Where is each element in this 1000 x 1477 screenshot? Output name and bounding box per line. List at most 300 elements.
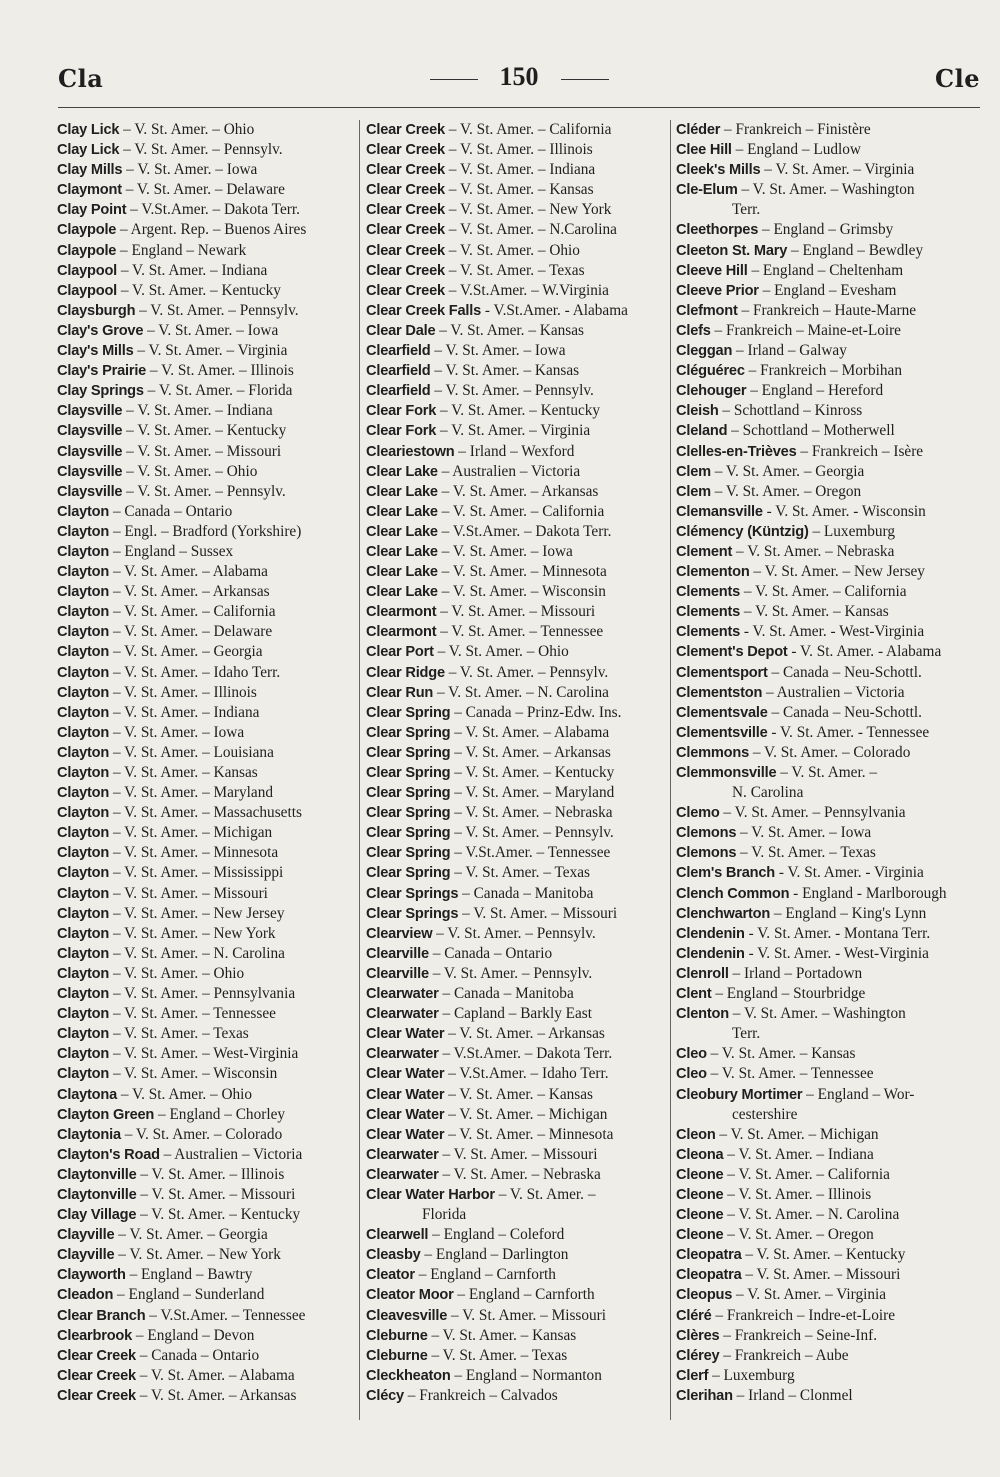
place-name: Claypool xyxy=(57,282,118,299)
gazetteer-entry xyxy=(676,421,980,441)
place-location: – Frankreich – Morbihan xyxy=(744,362,902,380)
place-location: - V. St. Amer. - West-Virginia xyxy=(740,623,925,641)
place-location: – V.St.Amer. – Idaho Terr. xyxy=(444,1065,609,1083)
place-name: Clear Spring xyxy=(366,785,451,802)
place-location: – England – Bawtry xyxy=(125,1266,253,1284)
page-header xyxy=(58,58,980,98)
place-location: - England - Marlborough xyxy=(789,884,947,902)
place-location: – V. St. Amer. – New York xyxy=(109,924,276,942)
gazetteer-entry xyxy=(57,261,353,281)
place-location: – V. St. Amer. – Pennsylv. xyxy=(135,301,299,319)
gazetteer-entry xyxy=(676,823,980,843)
place-name: Cleo xyxy=(676,1066,707,1083)
place-name: Clear Lake xyxy=(366,503,438,520)
gazetteer-entry xyxy=(57,140,353,160)
gazetteer-entry xyxy=(57,482,353,502)
place-location: – Australien – Victoria xyxy=(437,462,581,480)
place-location-continued: Terr. xyxy=(732,1025,761,1043)
place-name: Cleone xyxy=(676,1207,724,1224)
place-location: – England – Newark xyxy=(116,241,247,259)
header-rule-right xyxy=(561,79,609,80)
place-location: – V. St. Amer. – Colorado xyxy=(749,743,911,761)
place-name: Clayton xyxy=(57,744,110,761)
gazetteer-entry xyxy=(366,683,666,703)
gazetteer-entry xyxy=(57,1285,353,1305)
gazetteer-entry xyxy=(366,120,666,140)
place-location: – England – Cheltenham xyxy=(747,261,904,279)
place-location: – V. St. Amer. – Maryland xyxy=(109,784,274,802)
place-name: Clear Run xyxy=(366,684,434,701)
place-name: Clear Creek xyxy=(366,162,445,179)
place-location: – V. St. Amer. – Indiana xyxy=(122,402,273,420)
place-location: – V. St. Amer. – Kentucky xyxy=(117,281,281,299)
place-name: Clear Spring xyxy=(366,744,451,761)
place-name: Clear Lake xyxy=(366,483,438,500)
gazetteer-entry xyxy=(57,301,353,321)
gazetteer-entry xyxy=(676,281,980,301)
place-location: – V. St. Amer. – California xyxy=(723,1165,890,1183)
place-name: Clear Creek xyxy=(366,282,445,299)
place-location: – V. St. Amer. – Minnesota xyxy=(444,1125,614,1143)
place-name: Clear Water xyxy=(366,1026,445,1043)
gazetteer-entry xyxy=(676,723,980,743)
page-number-block xyxy=(58,62,980,92)
gazetteer-entry xyxy=(366,562,666,582)
place-location: – V.St.Amer. – Dakota Terr. xyxy=(126,201,300,219)
place-location: – Irland – Clonmel xyxy=(732,1386,853,1404)
place-location: – V. St. Amer. – Illinois xyxy=(136,1165,285,1183)
gazetteer-entry xyxy=(366,743,666,763)
place-name: Claypole xyxy=(57,242,117,259)
place-name: Cleopus xyxy=(676,1287,733,1304)
place-location: – Frankreich – Calvados xyxy=(403,1386,558,1404)
gazetteer-entry xyxy=(366,723,666,743)
gazetteer-entry xyxy=(366,261,666,281)
place-name: Cleland xyxy=(676,423,728,440)
place-name: Clehouger xyxy=(676,383,747,400)
place-name: Clear Creek xyxy=(366,222,445,239)
place-location: – V. St. Amer. – Pennsylv. xyxy=(122,482,286,500)
gazetteer-entry xyxy=(366,421,666,441)
gazetteer-entry xyxy=(57,803,353,823)
place-name: Cleeton St. Mary xyxy=(676,242,788,259)
gazetteer-entry xyxy=(57,884,353,904)
place-location: – V.St.Amer. – W.Virginia xyxy=(444,281,609,299)
place-location: – V. St. Amer. – Kentucky xyxy=(436,402,601,420)
place-name: Clay's Prairie xyxy=(57,363,147,380)
place-name: Cleator Moor xyxy=(366,1287,454,1304)
gazetteer-entry xyxy=(366,783,666,803)
place-location: – Australien – Victoria xyxy=(159,1145,303,1163)
gazetteer-entry xyxy=(676,1326,980,1346)
place-location: – Canada – Ontario xyxy=(428,944,553,962)
place-location: – Canada – Manitoba xyxy=(438,985,574,1003)
gazetteer-entry xyxy=(366,140,666,160)
place-name: Clearwater xyxy=(366,1006,439,1023)
place-location: – V. St. Amer. – Texas xyxy=(444,261,585,279)
gazetteer-entry xyxy=(366,1245,666,1265)
place-location: – V. St. Amer. – xyxy=(494,1185,596,1203)
place-location-continued: cestershire xyxy=(732,1105,798,1123)
gazetteer-entry xyxy=(366,1386,666,1406)
place-name: Clear Lake xyxy=(366,584,438,601)
gazetteer-entry xyxy=(366,1165,666,1185)
place-location: – V. St. Amer. – Missouri xyxy=(122,442,282,460)
place-location: – V. St. Amer. – Ohio xyxy=(444,241,580,259)
place-location: – England – Wor- xyxy=(802,1085,915,1103)
gazetteer-entry xyxy=(57,1044,353,1064)
place-name: Clay Point xyxy=(57,202,127,219)
place-location: – V. St. Amer. – Arkansas xyxy=(450,743,611,761)
gazetteer-entry xyxy=(366,442,666,462)
gazetteer-entry xyxy=(676,120,980,140)
gazetteer-entry xyxy=(676,1085,980,1125)
gazetteer-entry xyxy=(366,381,666,401)
gazetteer-entry xyxy=(676,1145,980,1165)
place-name: Cleavesville xyxy=(366,1307,448,1324)
gazetteer-entry xyxy=(57,401,353,421)
place-location: – V. St. Amer. – Pennsylv. xyxy=(428,964,593,982)
gazetteer-entry xyxy=(57,381,353,401)
place-location: – V.St.Amer. – Tennessee xyxy=(145,1306,306,1324)
column-2 xyxy=(366,120,666,1420)
place-name: Claypole xyxy=(57,222,117,239)
place-name: Clear Branch xyxy=(57,1307,146,1324)
place-location: – V. St. Amer. – N. Carolina xyxy=(433,683,609,701)
place-location: – V. St. Amer. – Delaware xyxy=(109,623,273,641)
gazetteer-entry xyxy=(57,160,353,180)
place-location: – V. St. Amer. – Illinois xyxy=(146,362,294,380)
gazetteer-entry xyxy=(57,341,353,361)
gazetteer-entry xyxy=(676,743,980,763)
gazetteer-entry xyxy=(57,984,353,1004)
place-name: Clayton xyxy=(57,584,110,601)
place-location: – V. St. Amer. – Illinois xyxy=(444,141,593,159)
gazetteer-entry xyxy=(366,843,666,863)
gazetteer-entry xyxy=(366,1004,666,1024)
place-name: Clay's Mills xyxy=(57,343,134,360)
place-name: Clayton xyxy=(57,564,110,581)
gazetteer-entry xyxy=(57,1145,353,1165)
gazetteer-columns xyxy=(57,120,980,1420)
place-location: – V. St. Amer. – Ohio xyxy=(122,462,258,480)
place-location: – V. St. Amer. – Pennsylv. xyxy=(119,141,283,159)
place-location: – V. St. Amer. – Pennsylv. xyxy=(432,924,596,942)
page-number: 150 xyxy=(499,62,539,91)
place-name: Claysville xyxy=(57,403,123,420)
gazetteer-entry xyxy=(366,1346,666,1366)
gazetteer-entry xyxy=(366,944,666,964)
place-name: Clear Spring xyxy=(366,865,451,882)
gazetteer-entry xyxy=(57,200,353,220)
place-name: Clear Lake xyxy=(366,564,438,581)
place-name: Cleasby xyxy=(366,1247,421,1264)
place-name: Clendenin xyxy=(676,925,745,942)
place-name: Clear Ridge xyxy=(366,664,445,681)
gazetteer-entry xyxy=(676,462,980,482)
gazetteer-entry xyxy=(676,160,980,180)
place-name: Clayton xyxy=(57,1026,110,1043)
place-name: Cleckheaton xyxy=(366,1367,451,1384)
place-name: Clear Creek xyxy=(366,122,445,138)
place-name: Clay's Grove xyxy=(57,322,144,339)
gazetteer-entry xyxy=(676,1265,980,1285)
gazetteer-entry xyxy=(366,401,666,421)
place-location: – V. St. Amer. – New Jersey xyxy=(109,904,285,922)
place-location: – England – Coleford xyxy=(428,1226,565,1244)
gazetteer-entry xyxy=(57,321,353,341)
gazetteer-entry xyxy=(676,703,980,723)
gazetteer-entry xyxy=(676,180,980,220)
place-name: Clear Spring xyxy=(366,845,451,862)
place-location: – V. St. Amer. – Iowa xyxy=(109,723,245,741)
gazetteer-entry xyxy=(57,241,353,261)
gazetteer-entry xyxy=(57,1306,353,1326)
gazetteer-entry xyxy=(366,1105,666,1125)
place-name: Clearwell xyxy=(366,1227,429,1244)
place-name: Clayton xyxy=(57,684,110,701)
place-location: – V. St. Amer. – Missouri xyxy=(458,904,618,922)
place-location: – V. St. Amer. – Michigan xyxy=(109,824,273,842)
place-location: – V. St. Amer. – Illinois xyxy=(109,683,257,701)
place-name: Clem xyxy=(676,483,711,500)
gazetteer-entry xyxy=(366,703,666,723)
gazetteer-entry xyxy=(676,1366,980,1386)
place-name: Clemmons xyxy=(676,744,750,761)
place-location: – Irland – Portadown xyxy=(728,964,863,982)
place-location: – England – Sunderland xyxy=(113,1286,265,1304)
place-name: Clear Creek xyxy=(366,202,445,219)
place-location: – Frankreich – Aube xyxy=(719,1346,849,1364)
place-location: – V. St. Amer. – Georgia xyxy=(109,643,263,661)
place-location: – V. St. Amer. – Mississippi xyxy=(109,864,284,882)
gazetteer-entry xyxy=(366,502,666,522)
place-location: – V. St. Amer. – Michigan xyxy=(444,1105,608,1123)
place-location: – V. St. Amer. – Louisiana xyxy=(109,743,274,761)
place-location: – Frankreich – Isère xyxy=(796,442,924,460)
gazetteer-entry xyxy=(57,904,353,924)
place-location: – V. St. Amer. – Alabama xyxy=(450,723,610,741)
gazetteer-entry xyxy=(366,763,666,783)
gazetteer-entry xyxy=(676,1165,980,1185)
place-name: Clearfield xyxy=(366,343,431,360)
place-location: – V. St. Amer. – Kentucky xyxy=(450,764,615,781)
place-location: – Frankreich – Seine-Inf. xyxy=(719,1326,878,1344)
place-location: – V. St. Amer. – Iowa xyxy=(437,542,573,560)
place-location: - V. St. Amer. - Virginia xyxy=(775,864,924,882)
place-location: – V. St. Amer. – Ohio xyxy=(119,121,255,138)
gazetteer-entry xyxy=(676,241,980,261)
place-location: – V. St. Amer. – Arkansas xyxy=(437,482,599,500)
place-location: – England – Carnforth xyxy=(414,1266,556,1284)
place-name: Cleone xyxy=(676,1227,724,1244)
place-name: Clearville xyxy=(366,965,429,982)
place-name: Cléguérec xyxy=(676,363,745,380)
place-location: – V. St. Amer. – Ohio xyxy=(433,643,569,661)
place-name: Clear Spring xyxy=(366,765,451,781)
gazetteer-entry xyxy=(57,944,353,964)
place-location: – V. St. Amer. – Kansas xyxy=(109,764,258,781)
place-location-continued: Florida xyxy=(422,1206,467,1224)
place-name: Clemons xyxy=(676,845,737,862)
place-location: – Irland – Galway xyxy=(732,342,847,360)
place-location: – England – Ludlow xyxy=(731,141,861,159)
gazetteer-entry xyxy=(676,482,980,502)
gazetteer-entry xyxy=(676,1306,980,1326)
gazetteer-entry xyxy=(366,462,666,482)
place-name: Clear Spring xyxy=(366,724,451,741)
place-location: – V. St. Amer. – Tennessee xyxy=(109,1005,276,1023)
gazetteer-entry xyxy=(366,602,666,622)
place-name: Clear Fork xyxy=(366,423,437,440)
place-location: - V. St. Amer. - Montana Terr. xyxy=(744,924,931,942)
place-location: – V. St. Amer. – Michigan xyxy=(715,1125,879,1143)
gazetteer-entry xyxy=(57,1205,353,1225)
place-location: – V. St. Amer. – Virginia xyxy=(732,1286,887,1304)
place-location: – V. St. Amer. – Kansas xyxy=(740,603,889,621)
gazetteer-entry xyxy=(57,924,353,944)
gazetteer-entry xyxy=(676,964,980,984)
gazetteer-entry xyxy=(57,502,353,522)
place-name: Clayton xyxy=(57,1066,110,1083)
gazetteer-entry xyxy=(676,944,980,964)
gazetteer-entry xyxy=(57,663,353,683)
place-location: – Canada – Ontario xyxy=(135,1346,260,1364)
place-location: – Frankreich – Indre-et-Loire xyxy=(711,1306,895,1324)
gazetteer-entry xyxy=(57,723,353,743)
place-location: – V. St. Amer. – Kansas xyxy=(435,321,584,339)
place-name: Clay Village xyxy=(57,1207,137,1224)
gazetteer-entry xyxy=(676,803,980,823)
place-location: – V. St. Amer. – Kansas xyxy=(427,1326,577,1344)
place-name: Claysville xyxy=(57,423,123,440)
place-location: – V. St. Amer. – Maryland xyxy=(450,784,615,802)
gazetteer-entry xyxy=(676,502,980,522)
place-name: Clayton xyxy=(57,845,110,862)
place-name: Clearwater xyxy=(366,1046,439,1063)
place-name: Clem's Branch xyxy=(676,865,776,882)
gazetteer-entry xyxy=(366,1185,666,1225)
gazetteer-entry xyxy=(676,562,980,582)
gazetteer-entry xyxy=(676,381,980,401)
gazetteer-entry xyxy=(676,442,980,462)
place-name: Clements xyxy=(676,624,741,641)
place-name: Clayton xyxy=(57,644,110,661)
gazetteer-entry xyxy=(676,1245,980,1265)
place-location: – V. St. Amer. – Kansas xyxy=(706,1045,856,1063)
gazetteer-entry xyxy=(676,1185,980,1205)
place-location: – V. St. Amer. – Iowa xyxy=(736,824,872,842)
gazetteer-entry xyxy=(676,904,980,924)
place-name: Clements xyxy=(676,604,741,621)
gazetteer-entry xyxy=(366,1366,666,1386)
gazetteer-entry xyxy=(366,482,666,502)
place-location: – V. St. Amer. – Nebraska xyxy=(732,542,895,560)
place-location: – V. St. Amer. – Iowa xyxy=(430,342,566,360)
place-location: - V. St. Amer. - Tennessee xyxy=(767,723,930,741)
place-name: Clench Common xyxy=(676,885,790,902)
column-divider xyxy=(359,120,360,1420)
gazetteer-entry xyxy=(676,1044,980,1064)
gazetteer-entry xyxy=(676,1285,980,1305)
place-name: Clayton xyxy=(57,885,110,902)
place-location: - V. St. Amer. - Wisconsin xyxy=(762,502,926,520)
place-location: – V. St. Amer. – New Jersey xyxy=(749,563,925,581)
place-location: – Canada – Neu-Schottl. xyxy=(767,663,922,681)
place-name: Cleator xyxy=(366,1267,415,1284)
running-head-left: Cla xyxy=(58,64,104,93)
gazetteer-entry xyxy=(676,1004,980,1044)
place-location: – England – Stourbridge xyxy=(711,985,866,1003)
place-location: – V. St. Amer. – Pennsylvania xyxy=(109,985,296,1003)
place-name: Clayton Green xyxy=(57,1106,155,1123)
place-name: Claytonville xyxy=(57,1166,137,1183)
place-name: Clear Spring xyxy=(366,805,451,822)
gazetteer-entry xyxy=(676,763,980,803)
place-name: Clear Port xyxy=(366,644,434,661)
place-location: – England – Evesham xyxy=(758,281,897,299)
place-name: Claysburgh xyxy=(57,302,136,319)
place-name: Clayton xyxy=(57,1006,110,1023)
place-name: Clearview xyxy=(366,925,433,942)
gazetteer-entry xyxy=(366,964,666,984)
place-name: Clear Dale xyxy=(366,322,436,339)
place-name: Clayton xyxy=(57,805,110,822)
place-location: – V. St. Amer. – Washington xyxy=(737,181,915,199)
gazetteer-entry xyxy=(366,301,666,321)
place-name: Clayton's Road xyxy=(57,1146,160,1163)
place-location: - V. St. Amer. - West-Virginia xyxy=(744,944,929,962)
place-location: – V. St. Amer. – Oregon xyxy=(723,1226,874,1244)
place-name: Claymont xyxy=(57,182,122,199)
gazetteer-entry xyxy=(676,683,980,703)
place-location: – V. St. Amer. – Nebraska xyxy=(438,1165,601,1183)
place-location: – V. St. Amer. – Missouri xyxy=(136,1185,296,1203)
place-location: – V.St.Amer. – Tennessee xyxy=(450,844,611,862)
place-name: Cleobury Mortimer xyxy=(676,1086,803,1103)
place-location-continued: N. Carolina xyxy=(732,784,804,802)
place-location: – V. St. Amer. – California xyxy=(740,583,907,601)
place-location: – England – Hereford xyxy=(746,382,884,400)
place-location: – V. St. Amer. – Tennessee xyxy=(436,623,604,641)
place-name: Clayton xyxy=(57,724,110,741)
gazetteer-entry xyxy=(57,602,353,622)
gazetteer-entry xyxy=(366,522,666,542)
place-name: Clayton xyxy=(57,503,110,520)
place-location: – V. St. Amer. – Nebraska xyxy=(450,804,613,822)
place-location: – V. St. Amer. – Kentucky xyxy=(122,422,287,440)
gazetteer-entry xyxy=(676,884,980,904)
place-location: – V.St.Amer. – Dakota Terr. xyxy=(437,522,612,540)
gazetteer-entry xyxy=(57,1225,353,1245)
place-name: Clear Creek xyxy=(366,242,445,259)
place-name: Clayton xyxy=(57,624,110,641)
place-location-continued: Terr. xyxy=(732,201,761,219)
gazetteer-entry xyxy=(57,783,353,803)
place-location: – V. St. Amer. – Texas xyxy=(109,1025,249,1043)
place-name: Clearwater xyxy=(366,1146,439,1163)
gazetteer-entry xyxy=(57,542,353,562)
gazetteer-entry xyxy=(676,301,980,321)
place-name: Cleeve Hill xyxy=(676,262,748,279)
place-name: Clementston xyxy=(676,684,763,701)
gazetteer-entry xyxy=(676,1386,980,1406)
place-location: – England – Devon xyxy=(132,1326,255,1344)
place-name: Clearwater xyxy=(366,1166,439,1183)
gazetteer-entry xyxy=(57,683,353,703)
gazetteer-entry xyxy=(676,924,980,944)
gazetteer-entry xyxy=(57,1125,353,1145)
